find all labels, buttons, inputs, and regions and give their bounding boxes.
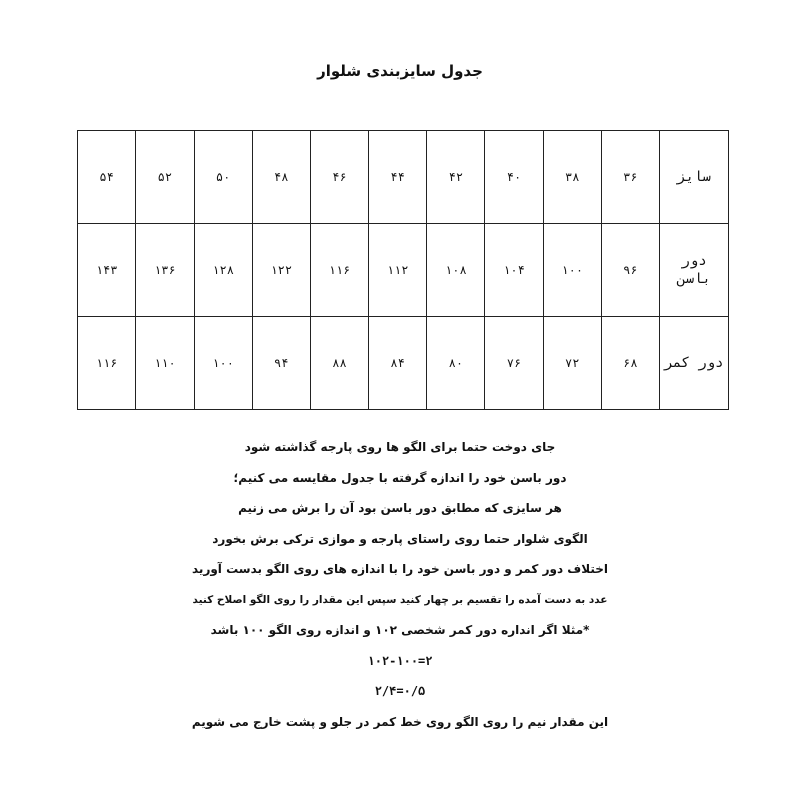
table-cell: ۱۲۲ — [252, 224, 310, 317]
table-cell: ۴۲ — [427, 131, 485, 224]
row-label-size: سایز — [660, 131, 729, 224]
instruction-line: *مثلا اگر انداره دور کمر شخصی ۱۰۲ و اندازه روی الگو ۱۰۰ باشد — [210, 623, 590, 637]
table-cell: ۴۶ — [310, 131, 368, 224]
table-row-hip — [78, 224, 729, 317]
instructions-block — [60, 432, 740, 737]
table-cell: ۱۰۸ — [427, 224, 485, 317]
table-cell: ۴۰ — [485, 131, 543, 224]
table-cell: ۴۸ — [252, 131, 310, 224]
table-cell: ۸۸ — [310, 317, 368, 410]
instruction-line: این مقدار نیم را روی الگو روی خط کمر در جلو و پشت خارج می شویم — [191, 714, 609, 729]
row-label-hip — [660, 224, 729, 317]
page-title: جدول سایزبندی شلوار — [317, 62, 483, 80]
table-cell: ۱۳۶ — [136, 224, 194, 317]
instruction-line: جای دوخت حتما برای الگو ها روی پارجه گذاشته شود — [244, 440, 556, 454]
table-cell: ۱۰۰ — [194, 317, 252, 410]
table-cell: ۱۰۰ — [543, 224, 601, 317]
table-cell: ۸۴ — [369, 317, 427, 410]
row-label-waist: دور کمر — [660, 317, 729, 410]
instruction-line: عدد به دست آمده را تقسیم بر چهار کنید سپس این مقدار را روی الگو اصلاح کنید — [192, 593, 608, 606]
table-cell: ۱۱۰ — [136, 317, 194, 410]
table-cell: ۵۰ — [194, 131, 252, 224]
table-cell: ۳۸ — [543, 131, 601, 224]
table-cell: ۷۶ — [485, 317, 543, 410]
table-cell: ۵۲ — [136, 131, 194, 224]
calculation-line: ۱۰۲-۱۰۰=۲ — [367, 653, 433, 668]
table-cell: ۸۰ — [427, 317, 485, 410]
calculation-line: ۲/۴=۰/۵ — [374, 684, 426, 698]
size-table — [77, 130, 729, 410]
table-cell: ۱۱۶ — [78, 317, 136, 410]
table-cell: ۴۴ — [369, 131, 427, 224]
table-cell: ۱۱۶ — [310, 224, 368, 317]
instruction-line: هر سایزی که مطابق دور باسن بود آن را برش می زنیم — [238, 501, 562, 515]
row-label-hip-line1: دور — [681, 253, 707, 269]
instruction-line: الگوی شلوار حتما روی راستای پارجه و موازی ترکی برش بخورد — [212, 531, 588, 546]
table-cell: ۱۰۴ — [485, 224, 543, 317]
table-cell: ۷۲ — [543, 317, 601, 410]
table-cell: ۱۱۲ — [369, 224, 427, 317]
table-cell: ۵۴ — [78, 131, 136, 224]
table-row-size — [78, 131, 729, 224]
table-cell: ۳۶ — [601, 131, 659, 224]
row-label-hip-line2: باسن — [677, 271, 711, 287]
table-cell: ۶۸ — [601, 317, 659, 410]
table-cell: ۹۴ — [252, 317, 310, 410]
table-cell: ۹۶ — [601, 224, 659, 317]
instruction-line: دور باسن خود را اندازه گرفته با جدول مقایسه می کنیم؛ — [233, 470, 567, 485]
table-row-waist — [78, 317, 729, 410]
instruction-line: اختلاف دور کمر و دور باسن خود را با اندازه های روی الگو بدست آورید — [192, 562, 608, 576]
table-cell: ۱۲۸ — [194, 224, 252, 317]
table-cell: ۱۴۳ — [78, 224, 136, 317]
